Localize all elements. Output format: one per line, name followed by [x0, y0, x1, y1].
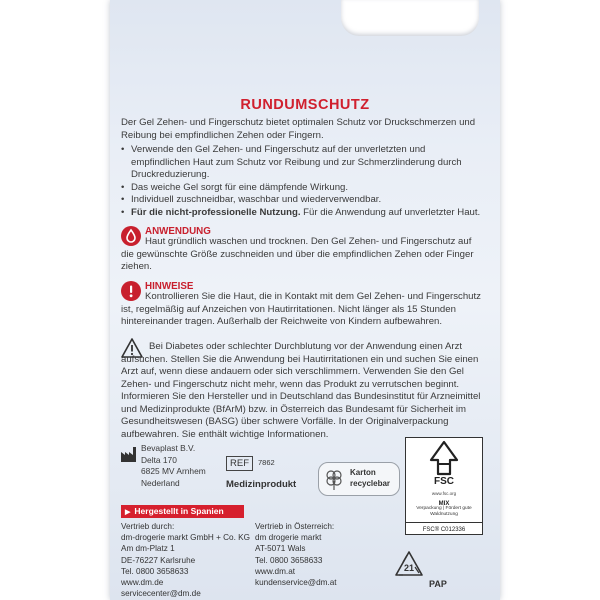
fsc-mix: MIX: [438, 501, 450, 507]
list-item: • Individuell zuschneidbar, waschbar und wiederverwendbar.: [121, 194, 481, 207]
fsc-description: Verpackung | Fördert gute Waldnutzung: [416, 506, 472, 517]
distribution-line: Vertrieb durch:: [121, 522, 175, 531]
clover-icon: [322, 467, 346, 491]
distribution-austria: [255, 521, 337, 588]
distribution-line: Tel. 0800 3658633: [255, 555, 323, 565]
anwendung-text: Haut gründlich waschen und trocknen. Den Gel Zehen- und Fingerschutz auf die gewünschte Größe zuschneiden und über die empfindlichen Zehen oder Finger ziehen.: [121, 236, 474, 272]
list-item-bold: Für die nicht-professionelle Nutzung.: [131, 206, 301, 218]
recycle-number: 21: [403, 563, 415, 573]
ref-symbol: REF: [226, 456, 253, 471]
list-item: • Das weiche Gel sorgt für eine dämpfende Wirkung.: [121, 182, 481, 195]
warning-text: Bei Diabetes oder schlechter Durchblutung vor der Anwendung einen Arzt aufsuchen. Stellen Sie die Anwendung bei Hautirritationen ein und suchen Sie einen Arzt auf, wenn diese andauern oder sich verschlimmern. Verwenden Sie den Gel Zehen- und Fingerschutz nicht mehr, wenn das Produkt zu verrutschen beginnt. Informieren Sie den Hersteller und in Deutschland das Bundesinstitut für Arzneimittel und Medizinprodukte (BfArM) bzw. in Österreich das Bundesamt für Sicherheit im Gesundheitswesen (BASG) über schwere Vorfälle. In der Originalverpackung aufbewahren. Sie enthält wichtige Informationen.: [121, 341, 481, 440]
manufacturer-line: Nederland: [141, 477, 180, 488]
distribution-line: Am dm-Platz 1: [121, 544, 175, 554]
recycle-icon: [393, 549, 425, 589]
feature-list: [121, 144, 481, 219]
distribution-germany: [121, 521, 250, 599]
intro-text: Der Gel Zehen- und Fingerschutz bietet optimalen Schutz vor Druckschmerzen und Reibung bei empfindlichen Zehen oder Fingern.: [121, 117, 476, 141]
fsc-url: www.fsc.org: [431, 491, 457, 496]
distribution-line: dm drogerie markt: [255, 533, 322, 543]
medical-device-label: Medizinprodukt: [226, 479, 297, 490]
anwendung-heading: ANWENDUNG: [145, 226, 211, 237]
arrow-right-icon: ▶: [125, 509, 131, 516]
fsc-tree-icon: [406, 440, 482, 481]
manufacturer-line: 6825 MV Arnhem: [141, 466, 206, 476]
distribution-line: www.dm.de: [121, 578, 164, 588]
fsc-badge: [405, 437, 483, 535]
distribution-line: servicecenter@dm.de: [121, 589, 201, 599]
manufacturer-address: [141, 443, 206, 489]
distribution-line: AT-5071 Wals: [255, 544, 306, 554]
karton-line: Karton: [350, 468, 376, 477]
factory-icon: [121, 446, 137, 462]
distribution-line: Vertrieb in Österreich:: [255, 522, 335, 531]
karton-line: recyclebar: [350, 479, 391, 488]
hinweise-heading: HINWEISE: [145, 281, 194, 292]
recyclable-text: [350, 467, 390, 489]
list-item-rest: Für die Anwendung auf unverletzter Haut.: [300, 206, 481, 218]
section-title: RUNDUMSCHUTZ: [240, 97, 370, 113]
made-in-banner: [121, 505, 244, 518]
list-item: • Verwende den Gel Zehen- und Fingerschutz auf der unverletzten und empfindlichen Haut zum Schutz vor Reibung und zur Schmerzlinderung durch Druckreduzierung.: [121, 144, 481, 182]
distribution-line: dm-drogerie markt GmbH + Co. KG: [121, 533, 250, 543]
fsc-label: FSC: [434, 476, 454, 487]
list-item: [121, 207, 481, 220]
manufacturer-line: Delta 170: [141, 454, 177, 465]
recycle-label: PAP: [429, 579, 447, 589]
manufacturer-line: Bevaplast B.V.: [141, 443, 196, 453]
made-in-text: Hergestellt in Spanien: [134, 506, 224, 516]
distribution-line: kundenservice@dm.at: [255, 578, 337, 588]
distribution-line: Tel. 0800 3658633: [121, 566, 189, 576]
distribution-line: DE-76227 Karlsruhe: [121, 555, 196, 565]
hinweise-text: Kontrollieren Sie die Haut, die in Kontakt mit dem Gel Zehen- und Fingerschutz ist, regelmäßig auf Anzeichen von Hautirritationen. Nicht länger als 15 Stunden hintereinander tragen. Außerhalb der Reichweite von Kindern aufbewahren.: [121, 291, 481, 327]
ref-number: 7862: [258, 458, 275, 467]
fsc-code: FSC® C012336: [406, 522, 482, 537]
distribution-line: www.dm.at: [255, 566, 296, 576]
